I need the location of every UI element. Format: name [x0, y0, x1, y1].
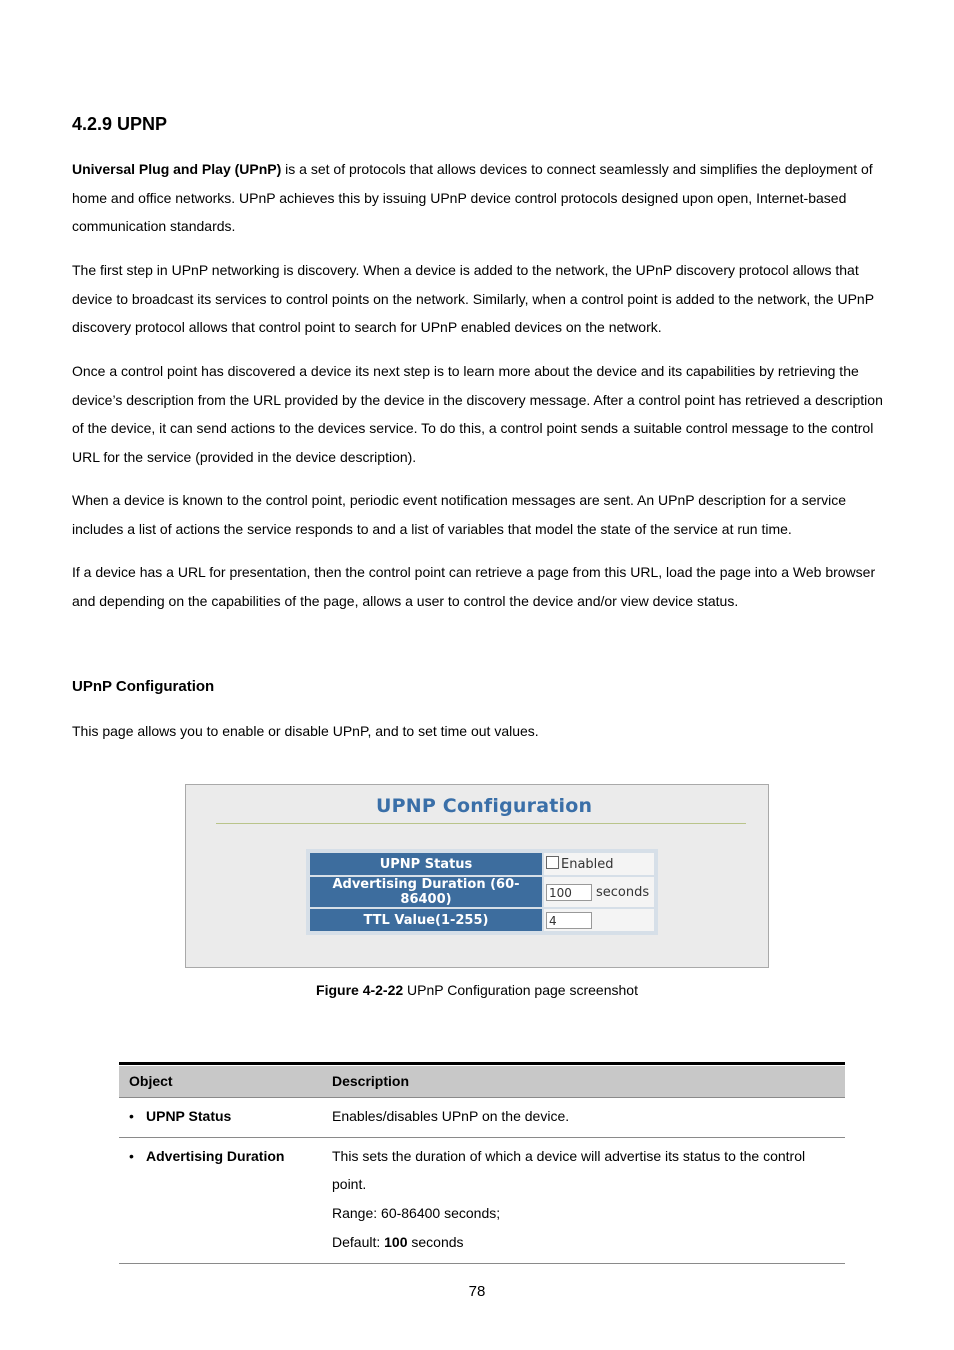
- description-cell: [322, 1098, 845, 1138]
- subsection-title: UPnP Configuration: [72, 678, 215, 695]
- bullet-icon: •: [129, 1108, 134, 1124]
- ttl-value-label: TTL Value(1-255): [310, 909, 542, 931]
- paragraph-events: When a device is known to the control point, periodic event notification messages are sent. An UPnP description for a service includes a list of actions the service responds to and a list of variables that model the state of the service at run time.: [72, 492, 847, 537]
- upnp-term: Universal Plug and Play (UPnP): [72, 161, 282, 177]
- enabled-checkbox-label: Enabled: [561, 857, 614, 872]
- table-row: [119, 1137, 845, 1263]
- subsection-intro: This page allows you to enable or disable UPnP, and to set time out values.: [72, 723, 539, 739]
- advertising-duration-cell: [544, 877, 654, 907]
- advertising-duration-input[interactable]: 100: [546, 884, 592, 901]
- description-line: This sets the duration of which a device will advertise its status to the control point.: [332, 1147, 806, 1193]
- page-number: 78: [468, 1283, 486, 1300]
- description-line: Range: 60-86400 seconds;: [332, 1205, 501, 1222]
- screenshot-title: UPNP Configuration: [376, 795, 593, 817]
- seconds-unit: seconds: [596, 884, 650, 900]
- ttl-value-cell: [544, 909, 654, 931]
- object-cell: [119, 1098, 322, 1138]
- object-name: Advertising Duration: [146, 1147, 285, 1164]
- default-suffix: seconds: [407, 1233, 464, 1250]
- form-row-ttl-value: [310, 909, 654, 931]
- description-column-header: Description: [322, 1064, 845, 1098]
- description-cell: [322, 1137, 845, 1263]
- table-header-row: [119, 1064, 845, 1098]
- form-row-advertising-duration: [310, 877, 654, 907]
- description-line: Enables/disables UPnP on the device.: [332, 1108, 570, 1124]
- upnp-status-label: UPNP Status: [310, 853, 542, 875]
- form-row-upnp-status: [310, 853, 654, 875]
- description-default-line: [332, 1228, 835, 1257]
- object-name: UPNP Status: [146, 1108, 232, 1124]
- figure-caption-text: UPnP Configuration page screenshot: [403, 982, 638, 998]
- section-title: 4.2.9 UPNP: [72, 114, 168, 134]
- figure-number: Figure 4-2-22: [316, 982, 404, 998]
- title-divider: [216, 823, 746, 824]
- ttl-value-input[interactable]: 4: [546, 912, 592, 929]
- paragraph-presentation: If a device has a URL for presentation, then the control point can retrieve a page from this URL, load the page into a Web browser and depending on the capabilities of the page, allows a user to control the device and/or view device status.: [72, 564, 876, 609]
- bullet-icon: •: [129, 1147, 134, 1164]
- upnp-config-screenshot: [185, 784, 769, 968]
- upnp-config-form: [306, 849, 658, 935]
- object-cell: [119, 1137, 322, 1263]
- enabled-checkbox[interactable]: [546, 856, 559, 869]
- object-description-table: [119, 1062, 845, 1264]
- paragraph-discovery: The first step in UPnP networking is discovery. When a device is added to the network, the UPnP discovery protocol allows that device to broadcast its services to control points on the network. Similarly, when a control point is added to the network, the UPnP discovery protocol allows that control point to search for UPnP enabled devices on the network.: [72, 262, 874, 336]
- table-row: [119, 1098, 845, 1138]
- default-value: 100: [384, 1233, 408, 1250]
- paragraph-description: Once a control point has discovered a device its next step is to learn more about the device and its capabilities by retrieving the device’s description from the URL provided by the device in the discovery message. After a control point has retrieved a description of the device, it can send actions to the devices service. To do this, a control point sends a suitable control message to the control URL for the service (provided in the device description).: [72, 363, 883, 466]
- advertising-duration-label: Advertising Duration (60-86400): [310, 877, 542, 907]
- paragraph-upnp-intro: [72, 155, 884, 241]
- object-column-header: Object: [119, 1064, 322, 1098]
- upnp-status-cell: [544, 853, 654, 875]
- paragraph-text: is a set of protocols that allows devices to connect seamlessly and simplifies the deployment of home and office networks. UPnP achieves this by issuing UPnP device control protocols designed upon open, Internet-based communication standards.: [72, 161, 873, 235]
- default-prefix: Default:: [332, 1233, 385, 1250]
- figure-caption: [0, 982, 954, 998]
